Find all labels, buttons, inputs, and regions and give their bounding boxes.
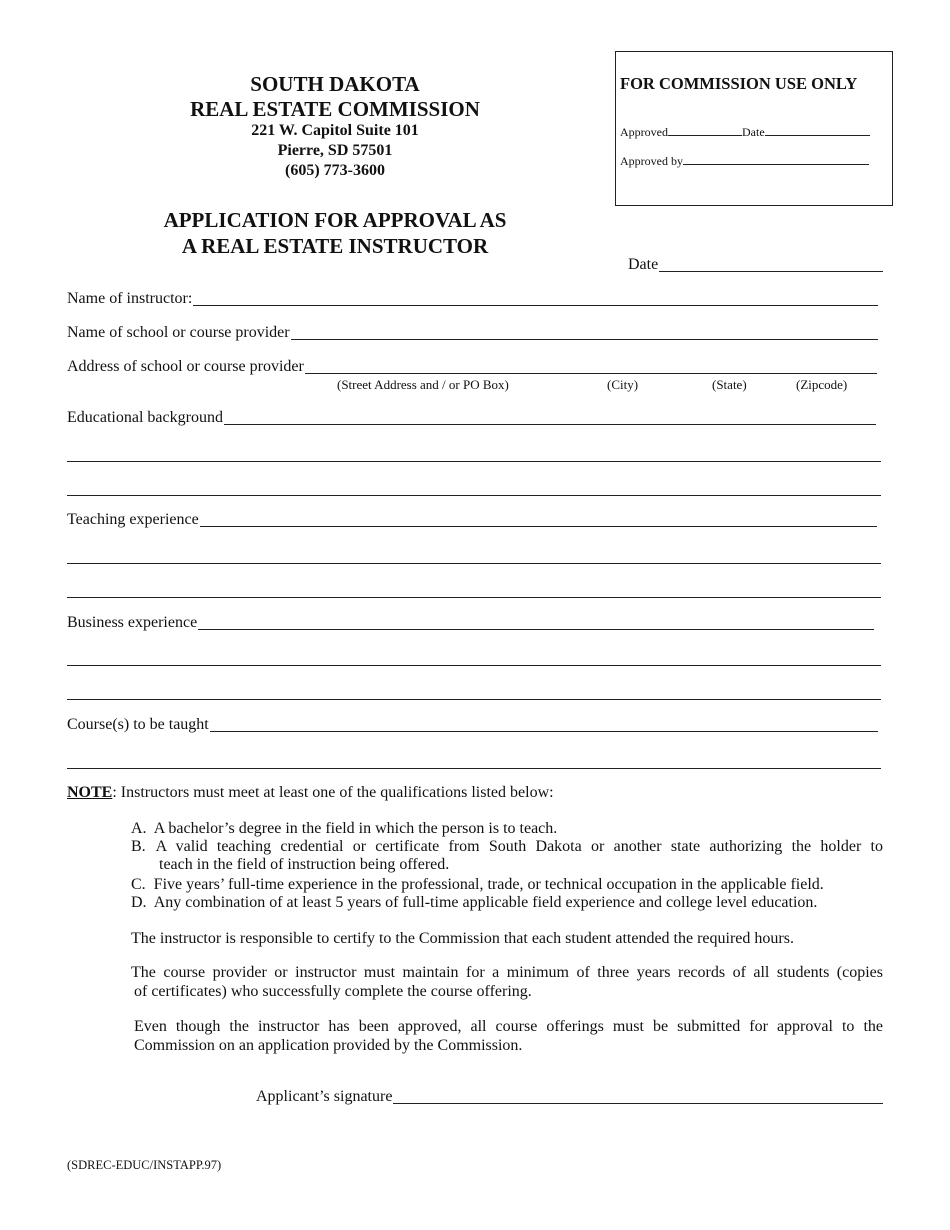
teaching-row [67,511,877,529]
agency-city: Pierre, SD 57501 [277,142,393,159]
agency-state: SOUTH DAKOTA [250,72,420,96]
approval-line1: Even though the instructor has been approved, all course offerings must be submitted for approval to the [134,1018,883,1035]
approval-paragraph [134,1017,883,1055]
business-label: Business experience [67,614,198,631]
business-line-3[interactable] [67,699,881,700]
signature-row [256,1088,883,1106]
qualification-a [131,820,557,838]
qualification-letter: B. [131,838,146,855]
business-row [67,614,874,632]
school-label: Name of school or course provider [67,324,290,341]
qualification-letter: A. [131,820,147,837]
form-code: (SDREC-EDUC/INSTAPP.97) [67,1158,222,1172]
business-line-2[interactable] [67,665,881,666]
address-street-caption: (Street Address and / or PO Box) [337,377,509,392]
education-label: Educational background [67,409,223,426]
commission-box-title: FOR COMMISSION USE ONLY [620,74,858,93]
education-line-3[interactable] [67,495,881,496]
school-field[interactable] [291,339,878,340]
date-row [628,256,883,274]
qualification-b-line2: teach in the field of instruction being offered. [159,856,450,873]
qualification-text: Five years’ full-time experience in the professional, trade, or technical occupation in the applicable field. [153,876,824,893]
records-line1: The course provider or instructor must maintain for a minimum of three years records of all students (copies [131,964,883,981]
commission-date-field[interactable] [765,123,870,136]
address-city-caption: (City) [607,377,639,392]
address-zip-caption: (Zipcode) [796,377,848,392]
approval-line2: Commission on an application provided by the Commission. [134,1037,523,1054]
date-label: Date [628,256,659,273]
teaching-line-2[interactable] [67,563,881,564]
qualification-letter: D. [131,894,147,911]
date-field[interactable] [659,271,883,272]
approved-by-label: Approved by [620,154,683,168]
approved-field[interactable] [668,123,742,136]
agency-street: 221 W. Capitol Suite 101 [251,122,419,139]
qualification-text: A bachelor’s degree in the field in which the person is to teach. [153,820,558,837]
education-field[interactable] [224,424,876,425]
qualification-d [131,894,817,912]
note-text: : Instructors must meet at least one of the qualifications listed below: [112,784,554,801]
records-paragraph [131,963,883,1001]
courses-field[interactable] [210,731,878,732]
qualification-b-line1 [131,838,883,856]
education-line-2[interactable] [67,461,881,462]
certify-paragraph: The instructor is responsible to certify to the Commission that each student attended the required hours. [131,930,794,947]
commission-date-label: Date [742,125,765,139]
teaching-label: Teaching experience [67,511,199,528]
instructor-row [67,290,878,308]
courses-line-2[interactable] [67,768,881,769]
form-title-line2: A REAL ESTATE INSTRUCTOR [181,234,489,258]
teaching-line-3[interactable] [67,597,881,598]
form-title-line1: APPLICATION FOR APPROVAL AS [163,208,507,232]
approved-by-field[interactable] [683,152,869,165]
address-state-caption: (State) [712,377,747,392]
business-field[interactable] [198,629,874,630]
qualification-text: A valid teaching credential or certificate from South Dakota or another state authorizing the holder to [155,838,883,855]
qualification-letter: C. [131,876,146,893]
qualification-c [131,876,824,894]
instructor-label: Name of instructor: [67,290,193,307]
qualification-b [131,838,883,874]
teaching-field[interactable] [200,526,877,527]
address-label: Address of school or course provider [67,358,304,375]
note-label: NOTE [67,784,113,801]
qualification-text: Any combination of at least 5 years of full-time applicable field experience and college level education. [153,894,818,911]
commission-use-box [615,51,893,206]
school-row [67,324,878,342]
courses-row [67,716,878,734]
records-line2: of certificates) who successfully complete the course offering. [134,983,532,1000]
approved-by-row [620,152,869,169]
approved-row [620,123,870,140]
courses-label: Course(s) to be taught [67,716,209,733]
agency-name: REAL ESTATE COMMISSION [190,97,480,121]
signature-field[interactable] [393,1103,883,1104]
note-heading [67,784,554,802]
agency-phone: (605) 773-3600 [285,162,385,179]
signature-label: Applicant’s signature [256,1088,393,1105]
address-row [67,358,877,376]
approved-label: Approved [620,125,668,139]
address-field[interactable] [305,373,877,374]
education-row [67,409,876,427]
instructor-field[interactable] [193,305,878,306]
